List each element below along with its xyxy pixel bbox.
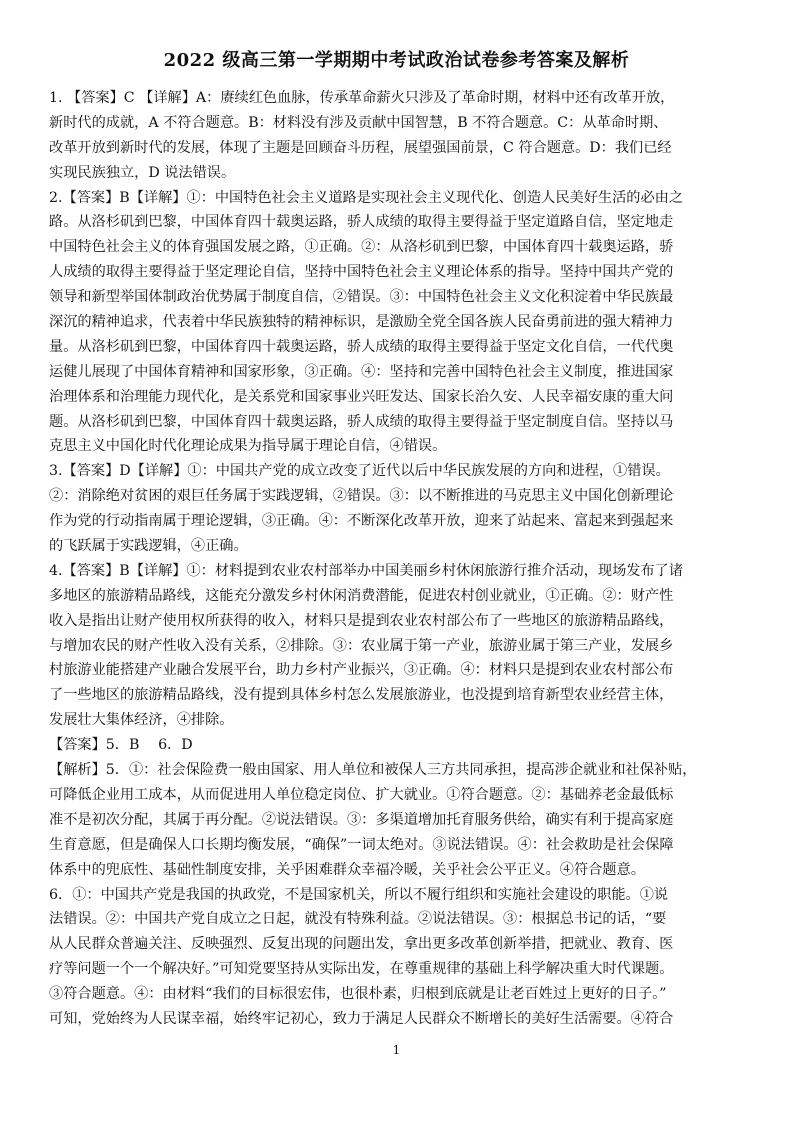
text-line: 2.【答案】B【详解】①：中国特色社会主义道路是实现社会主义现代化、创造人民美好生活的必由之 bbox=[49, 189, 684, 206]
text-line: 改革开放到新时代的发展，体现了主题是回顾奋斗历程，展望强国前景，C 符合题意。D：我们已经 bbox=[49, 139, 672, 156]
text-line: 1. 【答案】C 【详解】A：赓续红色血脉，传承革命薪火只涉及了革命时期，材料中还有改革开放， bbox=[49, 90, 675, 106]
text-line: ②：消除绝对贫困的艰巨任务属于实践逻辑，②错误。③：以不断推进的马克思主义中国化创新理论 bbox=[49, 488, 674, 505]
text-line: 【答案】5．B 6．D bbox=[49, 737, 193, 754]
text-line: 克思主义中国化时代化理论成果为指导属于理论自信，④错误。 bbox=[49, 438, 447, 455]
text-line: 题。从洛杉矶到巴黎，中国体育四十载奥运路，骄人成绩的取得主要得益于坚定制度自信。坚持以马 bbox=[49, 413, 674, 430]
text-line: 与增加农民的财产性收入没有关系，②排除。③：农业属于第一产业，旅游业属于第三产业，发展乡 bbox=[49, 637, 674, 654]
text-line: 从人民群众普遍关注、反映强烈、反复出现的问题出发，拿出更多改革创新举措，把就业、教育、医 bbox=[49, 936, 674, 953]
text-line: 路。从洛杉矶到巴黎，中国体育四十载奥运路，骄人成绩的取得主要得益于坚定道路自信，坚定地走 bbox=[49, 214, 674, 231]
text-line: 准不是初次分配，其属于再分配。②说法错误。③：多渠道增加托育服务供给，确实有利于提高家庭 bbox=[49, 811, 674, 828]
text-line: 发展壮大集体经济，④排除。 bbox=[49, 712, 234, 729]
text-line: 领导和新型举国体制政治优势属于制度自信，②错误。③：中国特色社会主义文化积淀着中华民族最 bbox=[49, 289, 674, 306]
text-line: 4.【答案】B【详解】①：材料提到农业农村部举办中国美丽乡村休闲旅游行推介活动，现场发布了诸 bbox=[49, 562, 684, 579]
text-line: 【解析】5．①：社会保险费一般由国家、用人单位和被保人三方共同承担，提高涉企就业和社保补贴， bbox=[49, 762, 697, 779]
text-line: 作为党的行动指南属于理论逻辑，③正确。④：不断深化改革开放，迎来了站起来、富起来到强起来 bbox=[49, 513, 674, 530]
text-line: 收入是指出让财产使用权所获得的收入，材料只是提到农业农村部公布了一些地区的旅游精品路线， bbox=[49, 612, 674, 629]
text-line: 治理体系和治理能力现代化，是关系党和国家事业兴旺发达、国家长治久安、人民幸福安康的重大问 bbox=[49, 388, 674, 405]
text-line: 新时代的成就，A 不符合题意。B：材料没有涉及贡献中国智慧，B 不符合题意。C：从革命时期、 bbox=[49, 114, 668, 131]
text-line: 深沉的精神追求，代表着中华民族独特的精神标识，是激励全党全国各族人民奋勇前进的强大精神力 bbox=[49, 314, 674, 331]
text-line: 运健儿展现了中国体育精神和国家形象，③正确。④：坚持和完善中国特色社会主义制度，推进国家 bbox=[49, 363, 674, 380]
text-line: 人成绩的取得主要得益于坚定理论自信，坚持中国特色社会主义理论体系的指导。坚持中国共产党的 bbox=[49, 264, 674, 281]
text-line: ③符合题意。④：由材料“我们的目标很宏伟，也很朴素，归根到底就是让老百姓过上更好的日子。” bbox=[49, 986, 667, 1003]
text-line: 3.【答案】D【详解】①：中国共产党的成立改变了近代以后中华民族发展的方向和进程，①错误。 bbox=[49, 463, 670, 480]
text-line: 疗等问题一个一个解决好。”可知党要坚持从实际出发，在尊重规律的基础上科学解决重大时代课题。 bbox=[49, 961, 674, 978]
answer-body bbox=[49, 86, 753, 1032]
text-line: 生育意愿，但是确保人口长期均衡发展，“确保”一词太绝对。③说法错误。④：社会救助是社会保障 bbox=[49, 836, 674, 853]
text-line: 6．①：中国共产党是我国的执政党，不是国家机关，所以不履行组织和实施社会建设的职能。①说 bbox=[49, 886, 669, 903]
text-line: 多地区的旅游精品路线，这能充分激发乡村休闲消费潜能，促进农村创业就业，①正确。②：财产性 bbox=[49, 587, 674, 604]
text-line: 可知，党始终为人民谋幸福，始终牢记初心，致力于满足人民群众不断增长的美好生活需要。④符合 bbox=[49, 1010, 674, 1027]
text-line: 可降低企业用工成本，从而促进用人单位稳定岗位、扩大就业。①符合题意。②：基础养老金最低标 bbox=[49, 786, 674, 803]
text-line: 法错误。②：中国共产党自成立之日起，就没有特殊利益。②说法错误。③：根据总书记的话，“要 bbox=[49, 911, 667, 928]
text-line: 体系中的兜底性、基础性制度安排，关乎困难群众幸福冷暖，关乎社会公平正义。④符合题意。 bbox=[49, 861, 645, 878]
text-line: 实现民族独立，D 说法错误。 bbox=[49, 164, 236, 181]
text-line: 村旅游业能搭建产业融合发展平台，助力乡村产业振兴，③正确。④：材料只是提到农业农村部公布 bbox=[49, 662, 674, 679]
text-line: 量。从洛杉矶到巴黎，中国体育四十载奥运路，骄人成绩的取得主要得益于坚定文化自信，一代代奥 bbox=[49, 338, 674, 355]
document-title: 2022 级高三第一学期期中考试政治试卷参考答案及解析 bbox=[163, 50, 630, 71]
text-line: 了一些地区的旅游精品路线，没有提到具体乡村怎么发展旅游业，也没提到培育新型农业经营主体， bbox=[49, 687, 674, 704]
text-line: 的飞跃属于实践逻辑，④正确。 bbox=[49, 538, 248, 555]
page-number: 1 bbox=[392, 1043, 401, 1057]
text-line: 中国特色社会主义的体育强国发展之路，①正确。②：从洛杉矶到巴黎，中国体育四十载奥运路，骄 bbox=[49, 239, 674, 256]
